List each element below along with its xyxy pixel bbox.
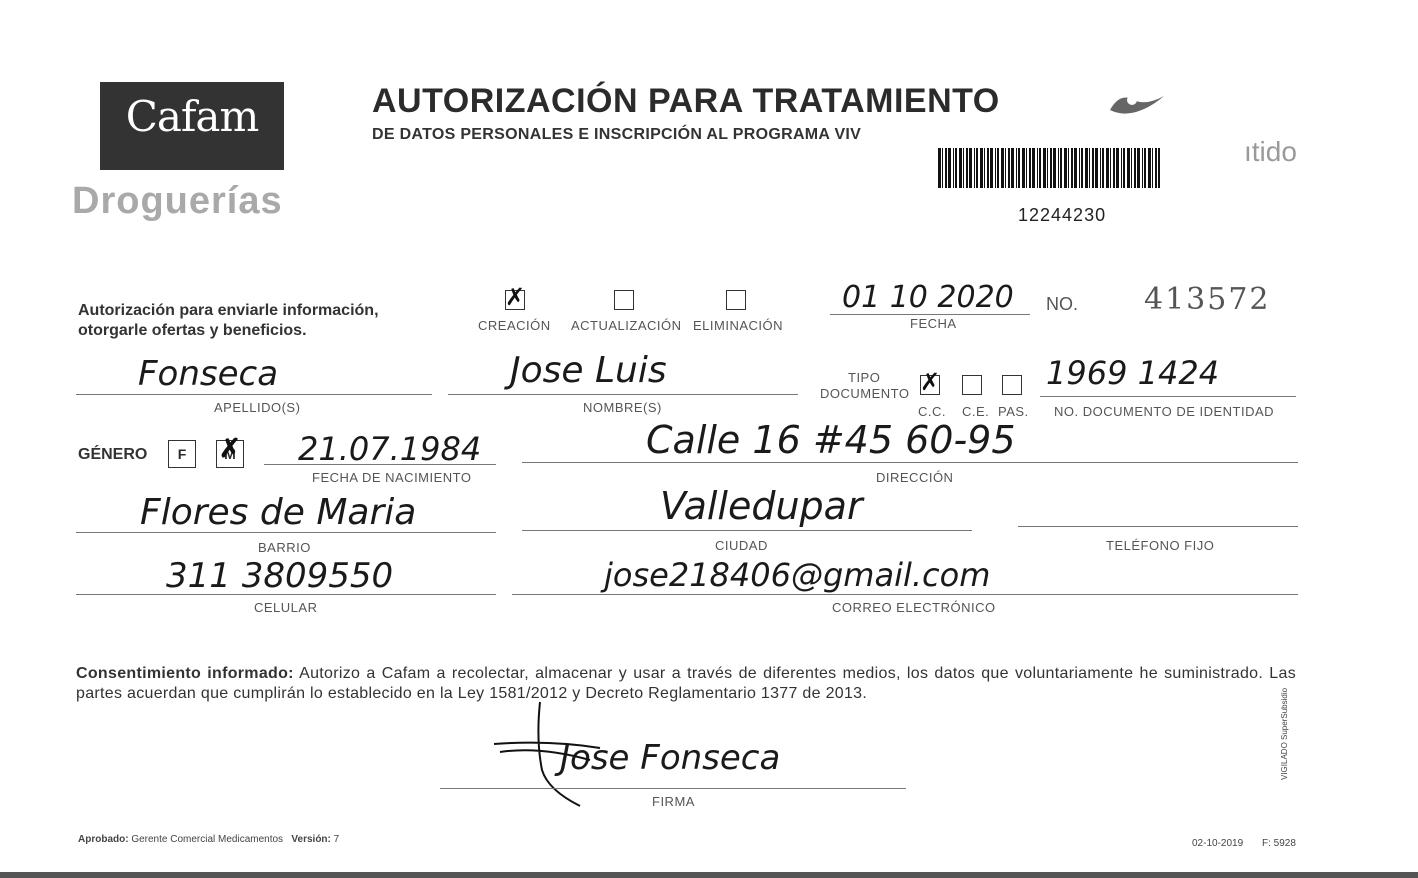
form-title: AUTORIZACIÓN PARA TRATAMIENTO (372, 82, 1000, 120)
direccion-value[interactable]: Calle 16 #45 60-95 (646, 418, 1016, 462)
doc-cc-label: C.C. (918, 404, 946, 419)
ciudad-label: CIUDAD (715, 538, 768, 553)
nombre-label: NOMBRE(S) (583, 400, 662, 415)
signature[interactable]: Jose Fonseca (560, 738, 781, 778)
fecha-nacimiento-value[interactable]: 21.07.1984 (298, 430, 482, 468)
cafam-logo: Cafam (125, 92, 259, 141)
option-eliminacion-label: ELIMINACIÓN (693, 318, 784, 333)
form-subtitle: DE DATOS PERSONALES E INSCRIPCIÓN AL PROGRAMA VIV (372, 126, 862, 143)
option-actualizacion-label: ACTUALIZACIÓN (571, 318, 682, 333)
checkbox-ce[interactable] (962, 375, 982, 395)
barrio-label: BARRIO (258, 540, 311, 555)
barcode (938, 148, 1160, 188)
no-label: NO. (1046, 294, 1079, 314)
checkbox-creacion[interactable] (505, 290, 525, 310)
viv-program-icon (1106, 88, 1168, 118)
correo-label: CORREO ELECTRÓNICO (832, 600, 996, 615)
consent-text: Autorizo a Cafam a recolectar, almacenar y usar a través de diferentes medios, los datos que voluntariamente he suministrado. Las partes acuerdan que cumplirán lo establecido en la Ley 1581/2012 y Decreto Reglamentario 1377 de 2013. (76, 665, 1296, 702)
approval-note: Aprobado: Gerente Comercial Medicamentos Versión: 7 (78, 834, 340, 845)
genero-f-box[interactable]: F (168, 440, 196, 468)
checkbox-pas[interactable] (1002, 375, 1022, 395)
tipo-documento-label-1: TIPO (848, 370, 881, 385)
scan-bottom-edge (0, 872, 1418, 878)
checkbox-eliminacion[interactable] (726, 290, 746, 310)
documento-value[interactable]: 1969 1424 (1046, 354, 1220, 392)
barcode-number: 12244230 (1018, 205, 1107, 225)
telefono-label: TELÉFONO FIJO (1106, 538, 1215, 553)
direccion-label: DIRECCIÓN (876, 470, 954, 485)
celular-value[interactable]: 311 3809550 (166, 556, 394, 596)
form-number: 413572 (1144, 282, 1271, 317)
doc-pas-label: PAS. (998, 404, 1029, 419)
apellido-label: APELLIDO(S) (214, 400, 301, 415)
documento-label: NO. DOCUMENTO DE IDENTIDAD (1054, 404, 1275, 419)
form-code: F: 5928 (1262, 838, 1296, 849)
correo-value[interactable]: jose218406@gmail.com (604, 556, 991, 594)
option-creacion-label: CREACIÓN (478, 318, 551, 333)
logo-subtitle: Droguerías (72, 180, 283, 222)
side-text: ıtido (1244, 136, 1297, 167)
doc-ce-label: C.E. (962, 404, 990, 419)
checkbox-cc[interactable] (920, 375, 940, 395)
signature-stroke (490, 700, 610, 810)
authorization-text-line1: Autorización para enviarle información, (78, 302, 379, 319)
supersubsidio-vertical-text: VIGILADO SuperSubsidio (1280, 687, 1289, 780)
tipo-documento-label-2: DOCUMENTO (820, 386, 910, 401)
firma-label: FIRMA (652, 794, 695, 809)
consent-bold-label: Consentimiento informado: (76, 665, 294, 682)
celular-label: CELULAR (254, 600, 318, 615)
ciudad-value[interactable]: Valledupar (660, 484, 863, 528)
genero-m-box[interactable]: M ✗ (216, 440, 244, 468)
consent-paragraph (76, 664, 1296, 704)
genero-label: GÉNERO (78, 446, 148, 463)
form-date-code: 02-10-2019 (1192, 838, 1244, 849)
fecha-label: FECHA (910, 316, 957, 331)
fecha-nacimiento-label: FECHA DE NACIMIENTO (312, 470, 472, 485)
apellido-value[interactable]: Fonseca (138, 354, 279, 394)
authorization-text-line2: otorgarle ofertas y beneficios. (78, 322, 307, 339)
checkbox-actualizacion[interactable] (614, 290, 634, 310)
nombre-value[interactable]: Jose Luis (510, 350, 667, 391)
barrio-value[interactable]: Flores de Maria (140, 492, 417, 533)
fecha-value[interactable]: 01 10 2020 (842, 280, 1014, 315)
